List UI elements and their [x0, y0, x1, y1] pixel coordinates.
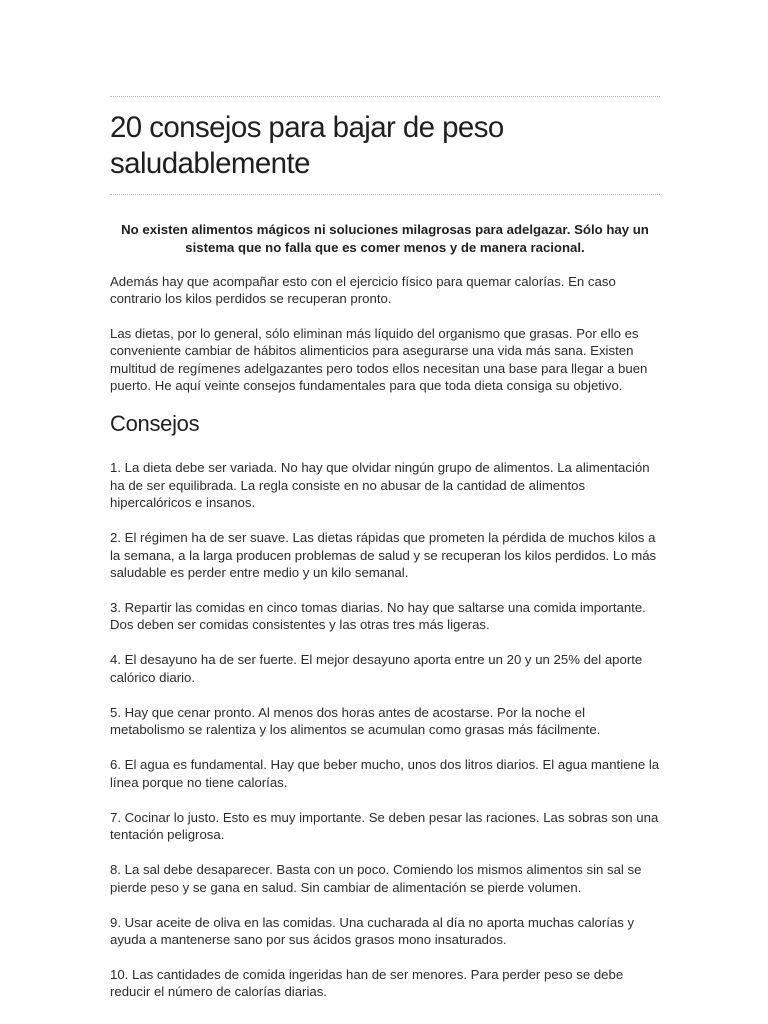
tip-item: 1. La dieta debe ser variada. No hay que olvidar ningún grupo de alimentos. La alimentación ha de ser equilibrada. La regla consiste en no abusar de la cantidad de alimentos hipercalóricos e insanos. [110, 460, 650, 511]
intro-paragraph-1: Además hay que acompañar esto con el ejercicio físico para quemar calorías. En caso contrario los kilos perdidos se recuperan pronto. [110, 274, 616, 307]
tips-list [110, 459, 660, 1000]
intro-paragraph-2: Las dietas, por lo general, sólo eliminan más líquido del organismo que grasas. Por ello es conveniente cambiar de hábitos alimenticios para asegurarse una vida más sana. Existen multitud de regímenes adelgazantes pero todos ellos necesitan una base para llegar a buen puerto. He aquí veinte consejos fundamentales para que toda dieta consiga su objetivo. [110, 325, 648, 394]
tip-item: 7. Cocinar lo justo. Esto es muy importante. Se deben pesar las raciones. Las sobras son una tentación peligrosa. [110, 809, 659, 843]
tip-item: 4. El desayuno ha de ser fuerte. El mejor desayuno aporta entre un 20 y un 25% del aporte calórico diario. [110, 652, 643, 685]
title-divider [110, 194, 660, 195]
tip-item: 2. El régimen ha de ser suave. Las dietas rápidas que prometen la pérdida de muchos kilos a la semana, a la larga producen problemas de salud y se recuperan los kilos perdidos. Lo más saludable es perder entre medio y un kilo semanal. [110, 530, 657, 581]
article [110, 96, 660, 1018]
tip-item: 9. Usar aceite de oliva en las comidas. Una cucharada al día no aporta muchas calorías y ayuda a mantenerse sano por sus ácidos grasos mono insaturados. [110, 914, 635, 947]
tip-item: 6. El agua es fundamental. Hay que beber mucho, unos dos litros diarios. El agua mantiene la línea porque no tiene calorías. [110, 757, 660, 790]
lead-paragraph: No existen alimentos mágicos ni soluciones milagrosas para adelgazar. Sólo hay un sistema que no falla que es comer menos y de manera racional. [121, 222, 649, 255]
article-title: 20 consejos para bajar de peso saludablemente [110, 111, 504, 180]
section-heading: Consejos [110, 411, 200, 437]
top-divider [110, 96, 660, 97]
tip-item: 10. Las cantidades de comida ingeridas han de ser menores. Para perder peso se debe reducir el número de calorías diarias. [110, 966, 624, 1000]
tip-item: 5. Hay que cenar pronto. Al menos dos horas antes de acostarse. Por la noche el metabolismo se ralentiza y los alimentos se acumulan como grasas más fácilmente. [110, 704, 601, 738]
tip-item: 3. Repartir las comidas en cinco tomas diarias. No hay que saltarse una comida importante. Dos deben ser comidas consistentes y las otras tres más ligeras. [110, 600, 646, 633]
tip-item: 8. La sal debe desaparecer. Basta con un poco. Comiendo los mismos alimentos sin sal se pierde peso y se gana en salud. Sin cambiar de alimentación se pierde volumen. [110, 862, 642, 895]
